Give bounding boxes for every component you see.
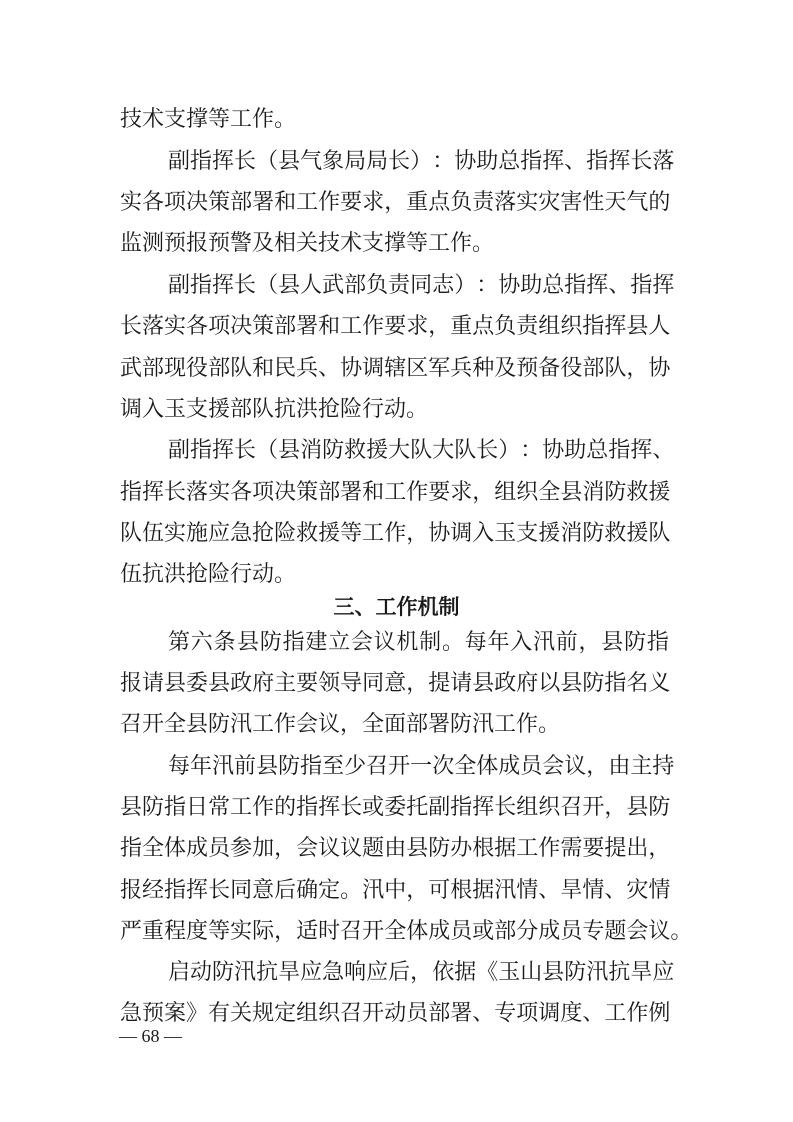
paragraph-line: 报 经 指 挥 长 同 意 后 确 定 。 汛 中 ， 可 根 据 汛 情 、 旱 情 、 灾 情 <box>120 878 671 903</box>
paragraph-line: 队 伍 实 施 应 急 抢 险 救 援 等 工 作 ， 协 调 入 玉 支 援 消 防 救 援 队 <box>120 521 671 546</box>
page-number: — 68 — <box>119 1026 182 1046</box>
paragraph-line: 武 部 现 役 部 队 和 民 兵 、 协 调 辖 区 军 兵 种 及 预 备 役 部 队 ， 协 <box>120 356 671 381</box>
paragraph-line: 副 指 挥 长 （ 县 气 象 局 局 长 ） ： 协 助 总 指 挥 、 指 挥 长 落 <box>168 149 675 174</box>
paragraph-line: 严 重 程 度 等 实 际 ， 适 时 召 开 全 体 成 员 或 部 分 成 员 专 题 会 议 。 <box>120 919 693 944</box>
paragraph-line: 调入玉支援部队抗洪抢险行动。 <box>120 397 429 422</box>
paragraph-line: 实 各 项 决 策 部 署 和 工 作 要 求 ， 重 点 负 责 落 实 灾 害 性 天 气 的 <box>120 190 671 215</box>
paragraph-line: 召开全县防汛工作会议，全面部署防汛工作。 <box>120 712 561 737</box>
paragraph-line: 长 落 实 各 项 决 策 部 署 和 工 作 要 求 ， 重 点 负 责 组 织 指 挥 县 人 <box>120 314 671 339</box>
paragraph-line: 指 全 体 成 员 参 加 ， 会 议 议 题 由 县 防 办 根 据 工 作 需 要 提 出 ， <box>120 836 671 861</box>
paragraph-line: 指 挥 长 落 实 各 项 决 策 部 署 和 工 作 要 求 ， 组 织 全 县 消 防 救 援 <box>120 480 671 505</box>
paragraph-line: 启 动 防 汛 抗 旱 应 急 响 应 后 ， 依 据 《 玉 山 县 防 汛 抗 旱 应 <box>168 960 675 985</box>
paragraph-line: 副 指 挥 长 （ 县 消 防 救 援 大 队 大 队 长 ） ： 协 助 总 指 挥 、 <box>168 438 675 463</box>
paragraph-line: 伍抗洪抢险行动。 <box>120 562 297 587</box>
paragraph-line: 技术支撑等工作。 <box>120 107 297 132</box>
section-heading: 三、工作机制 <box>333 595 460 619</box>
paragraph-line: 监测预报预警及相关技术支撑等工作。 <box>120 231 495 256</box>
paragraph-line: 报 请 县 委 县 政 府 主 要 领 导 同 意 ， 提 请 县 政 府 以 县 防 指 名 义 <box>120 671 671 696</box>
paragraph-line: 副 指 挥 长 （ 县 人 武 部 负 责 同 志 ） ： 协 助 总 指 挥 、 指 挥 <box>168 273 675 298</box>
paragraph-line: 县 防 指 日 常 工 作 的 指 挥 长 或 委 托 副 指 挥 长 组 织 召 开 ， 县 防 <box>120 795 671 820</box>
paragraph-line: 每 年 汛 前 县 防 指 至 少 召 开 一 次 全 体 成 员 会 议 ， 由 主 持 <box>168 754 675 779</box>
paragraph-line: 急 预 案 》 有 关 规 定 组 织 召 开 动 员 部 署 、 专 项 调 度 、 工 作 例 <box>120 1001 671 1026</box>
paragraph-line: 第 六 条 县 防 指 建 立 会 议 机 制 。 每 年 入 汛 前 ， 县 防 指 <box>168 630 669 655</box>
